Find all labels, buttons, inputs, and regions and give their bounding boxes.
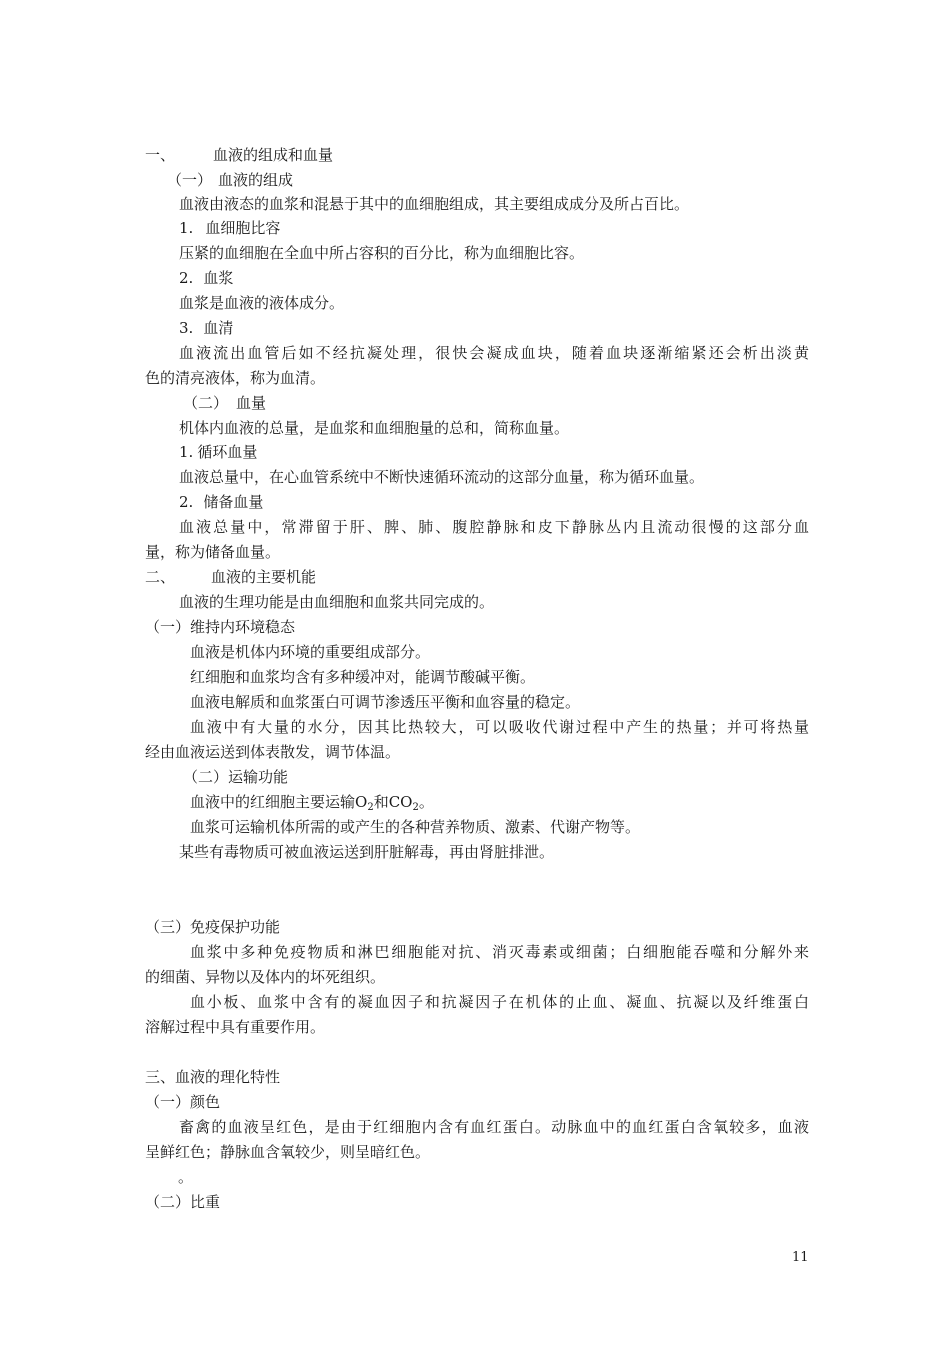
paragraph: 某些有毒物质可被血液运送到肝脏解毒，再由肾脏排泄。	[179, 843, 555, 861]
paragraph: 血液电解质和血浆蛋白可调节渗透压平衡和血容量的稳定。	[190, 693, 581, 711]
paragraph-line: 色的清亮液体，称为血清。	[145, 369, 326, 387]
paragraph-line: 血浆中多种免疫物质和淋巴细胞能对抗、消灭毒素或细菌；白细胞能吞噬和分解外来	[190, 943, 809, 961]
subsection-title: 血量	[236, 394, 267, 412]
section-2-title: 血液的主要机能	[211, 568, 317, 586]
paragraph-line: 血液流出血管后如不经抗凝处理，很快会凝成血块，随着血块逐渐缩紧还会析出淡黄	[179, 344, 809, 362]
paragraph: 血液是机体内环境的重要组成部分。	[190, 643, 431, 661]
item-heading	[179, 267, 233, 289]
paragraph: 机体内血液的总量，是血浆和血细胞量的总和，简称血量。	[179, 419, 570, 437]
item-heading	[179, 441, 257, 463]
item-heading	[179, 491, 263, 513]
subscript: 2	[367, 802, 374, 813]
paragraph-line: 的细菌、异物以及体内的坏死组织。	[145, 968, 386, 986]
text-span: 。	[418, 793, 434, 811]
section-1-number: 一、	[145, 146, 176, 164]
text-span: 和CO	[373, 793, 413, 811]
item-heading	[179, 217, 280, 239]
section-2-number: 二、	[145, 568, 176, 586]
item-title: 血浆	[203, 269, 234, 287]
item-number: 1.	[179, 443, 194, 461]
subsection-title: 血液的组成	[218, 171, 294, 189]
paragraph-line: 量，称为储备血量。	[145, 543, 281, 561]
subsection-3-2-heading: （二）比重	[145, 1193, 221, 1211]
subsection-1-1-heading	[167, 169, 293, 191]
paragraph: 血浆可运输机体所需的或产生的各种营养物质、激素、代谢产物等。	[190, 818, 641, 836]
section-1-title: 血液的组成和血量	[213, 146, 334, 164]
paragraph-line: 畜禽的血液呈红色，是由于红细胞内含有血红蛋白。动脉血中的血红蛋白含氧较多，血液	[179, 1118, 809, 1136]
item-title: 血细胞比容	[205, 219, 281, 237]
subsection-2-3-heading: （三）免疫保护功能	[145, 918, 281, 936]
paragraph-line: 血液中有大量的水分，因其比热较大，可以吸收代谢过程中产生的热量；并可将热量	[190, 718, 809, 736]
subsection-3-1-heading: （一）颜色	[145, 1093, 221, 1111]
item-title: 循环血量	[197, 443, 258, 461]
paragraph: 压紧的血细胞在全血中所占容积的百分比，称为血细胞比容。	[179, 244, 585, 262]
paragraph: 血液由液态的血浆和混悬于其中的血细胞组成，其主要组成成分及所占百比。	[179, 195, 690, 213]
paragraph: 红细胞和血浆均含有多种缓冲对，能调节酸碱平衡。	[190, 668, 536, 686]
paragraph-line: 血小板、血浆中含有的凝血因子和抗凝因子在机体的止血、凝血、抗凝以及纤维蛋白	[190, 993, 809, 1011]
paragraph-line: 溶解过程中具有重要作用。	[145, 1018, 326, 1036]
item-title: 储备血量	[203, 493, 264, 511]
section-1-heading	[145, 144, 333, 166]
subsection-2-2-heading: （二）运输功能	[183, 768, 289, 786]
item-heading	[179, 317, 233, 339]
item-number: 3.	[179, 319, 194, 337]
subsection-label: （二）	[183, 394, 229, 412]
paragraph	[190, 791, 434, 813]
paragraph: 血液总量中，在心血管系统中不断快速循环流动的这部分血量，称为循环血量。	[179, 468, 705, 486]
item-number: 2.	[179, 269, 194, 287]
subsection-2-1-heading: （一）维持内环境稳态	[145, 618, 296, 636]
paragraph-line: 经由血液运送到体表散发，调节体温。	[145, 743, 401, 761]
section-3-heading: 三、血液的理化特性	[145, 1068, 281, 1086]
paragraph: 血浆是血液的液体成分。	[179, 294, 345, 312]
paragraph-line: 呈鲜红色；静脉血含氧较少，则呈暗红色。	[145, 1143, 431, 1161]
text-span: 血液中的红细胞主要运输O	[190, 793, 368, 811]
section-2-heading	[145, 566, 316, 588]
stray-period: 。	[178, 1168, 194, 1186]
paragraph: 血液的生理功能是由血细胞和血浆共同完成的。	[179, 593, 495, 611]
page-number: 11	[792, 1250, 809, 1265]
item-number: 2.	[179, 493, 194, 511]
item-number: 1.	[179, 219, 194, 237]
subsection-1-2-heading	[183, 392, 266, 414]
item-title: 血清	[203, 319, 234, 337]
paragraph-line: 血液总量中，常滞留于肝、脾、肺、腹腔静脉和皮下静脉丛内且流动很慢的这部分血	[179, 518, 809, 536]
subscript: 2	[412, 802, 419, 813]
subsection-label: （一）	[167, 171, 213, 189]
